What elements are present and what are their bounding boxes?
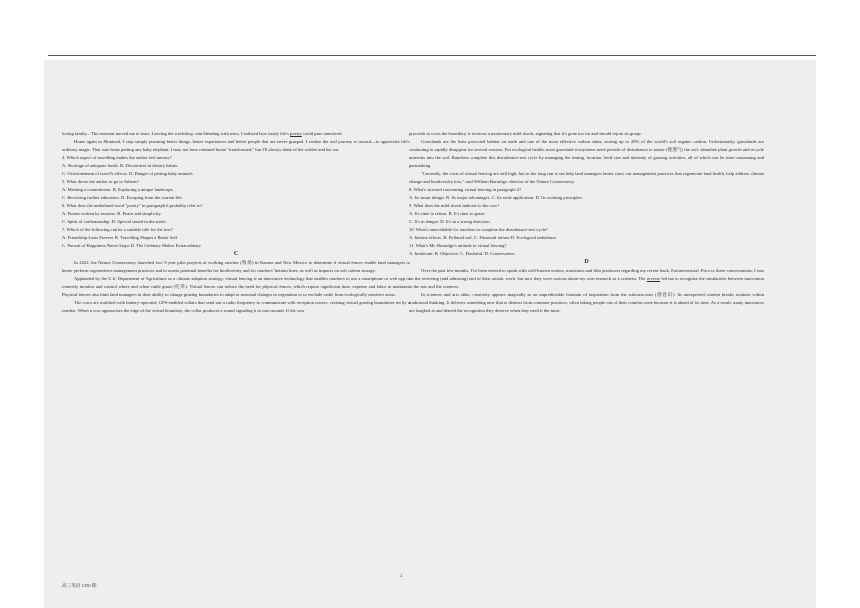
paragraph: The cows are outfitted with battery-operated, GPS-enabled collars that send out a radio frequency to communicate with reception towers, creating virtual grazing boundaries set by a rancher. When a cow approaches the edge of the virtual boundary, the collar produces a sound signaling it to turn around. If the cow bbox=[62, 300, 410, 313]
question-11: 11. What's Mr. Burnidge's attitude to virtual fencing? bbox=[409, 243, 507, 248]
paragraph: proceeds to cross the boundary, it receives a momentary mild shock, signaling that it's gone too far and should rejoin its group. bbox=[409, 131, 642, 136]
options: A. Intolerant. B. Objective. C. Doubtful. D. Conservative. bbox=[409, 251, 516, 256]
section-heading-c: C bbox=[233, 251, 239, 257]
options-ab: A. Friendship Lasts Forever B. Travelling Shapes a Better Self bbox=[62, 235, 178, 240]
question-9: 9. What does the mild shock indicate to the cow? bbox=[409, 203, 500, 208]
options-cd: C. It's in danger. D. It's in a wrong direction. bbox=[409, 219, 491, 224]
paragraph: Grasslands are the least protected habitat on earth and one of the most effective carbon sinks, storing up to 20% of the world's soil organic carbon. Unfortunately, grasslands are continuing to rapidly disappear for several reasons. For ecological health, most grassland ecosystems need periods of disturbance to aerate (使透气) the soil, stimulate plant growth and recycle nutrients into the soil. Ranchers complete this disturbance-rest cycle by managing the timing, location, herd size and intensity of grazing activities, all of which can be time-consuming and painstaking. bbox=[409, 139, 764, 168]
right-column bbox=[409, 130, 764, 315]
question-7: 7. Which of the following can be a suitable title for the text? bbox=[62, 227, 173, 232]
underlined-word: reverse bbox=[646, 276, 661, 281]
section-heading-d: D bbox=[584, 259, 589, 265]
options-ab: A. Meeting a commitment. B. Exploring a unique landscape. bbox=[62, 187, 174, 192]
text: Over the past few months, I've been invited to speak with well-known writers, musicians and film producers regarding my recent book, Extraterrestrial. Prior to these conversations, I was on the receiving (and admiring) end of their artistic work, but now they were curious about my own research as a scientist. The bbox=[409, 268, 764, 281]
options-cd: C. Pursuit of Happiness Never Stops D. The Ordinary Makes Extraordinary bbox=[62, 243, 201, 248]
text: led me to recognize the similarities between innovation in the arts and the sciences. bbox=[409, 276, 765, 289]
paragraph bbox=[409, 267, 764, 291]
options-cd: C. Spirit of craftsmanship. D. Special sound in the street. bbox=[62, 219, 167, 224]
options-ab: A. Shortage of adequate funds. B. Discomfort in dietary habits. bbox=[62, 163, 179, 168]
options-cd: C. Overstatement of travel's effects. D. Danger of petting baby animals. bbox=[62, 171, 194, 176]
page-number: 2 bbox=[400, 573, 403, 578]
question-10: 10. What's unavoidable for ranchers to complete the disturbance-rest cycle? bbox=[409, 227, 549, 232]
paragraph: In 2022, the Nature Conservancy launched two 5-year pilot projects at working ranches (牧场) in Kansas and New Mexico to determine if virtual fences enable land managers to better perform regenerative management practices and to assess potential benefits for biodiversity and for ranchers' bottom lines, as well as impacts on soil carbon storage. bbox=[62, 260, 410, 273]
paragraph: In sciences and arts alike, creativity appears magically as an unpredictable fountain of inspiration from the subconscious (潜意识). Its unexpected content breaks routines within traditional thinking. It delivers something new that is distinct from common practices, often taking people out of their comfort zone because it is ahead of its time. As a result, many innovators are laughed at and denied the recognition they deserve when they need it the most. bbox=[409, 292, 764, 313]
paragraph bbox=[62, 130, 410, 138]
options: A. Its smart design. B. Its major advantages. C. Its wide application. D. Its working principles. bbox=[409, 195, 583, 200]
underlined-word: poetry bbox=[290, 131, 302, 136]
question-8: 8. What's stressed concerning virtual fencing in paragraph 2? bbox=[409, 187, 522, 192]
paragraph: Home again in Montreal, I stop simply pursuing better things, better experiences and better people that are never grasped. I realize the real journey is inward—to appreciate life's ordinary magic. That sure beats petting any baby elephant. I may not have returned home "transformed," but I'll always think of the welder and his cat. bbox=[62, 139, 410, 152]
scanned-page bbox=[44, 60, 816, 608]
question-5: 5. What drove the author to go to Athens? bbox=[62, 179, 139, 184]
paragraph: "Currently, the costs of virtual fencing are still high, but in the long run it can help land managers better carry out management practices that regenerate land health, help address climate change and biodiversity loss," said William Burnidge, director of the Nature Conservancy. bbox=[409, 171, 764, 184]
options: A. Intense efforts. B. Polluted soil. C. Financial failure.D. Ecological imbalance. bbox=[409, 235, 558, 240]
text: loving family... The moment moved me to tears. Leaving the workshop, rain blending with tears, I realized how easily life's bbox=[62, 131, 289, 136]
question-6: 6. What does the underlined word "poetry" in paragraph 6 probably refer to? bbox=[62, 203, 203, 208]
paragraph: Applauded by the U.S. Department of Agriculture as a climate adaption strategy, virtual fencing is an innovative technology that enables ranchers to use a smartphone or web app to remotely monitor and control where and when cattle graze (吃草). Virtual fences can reduce the need for physical fences, which require significant time, expense and labor to maintain. Physical fences also limit land managers in their ability to change grazing boundaries to adapt to seasonal changes in vegetation or to exclude cattle from ecologically sensitive areas. bbox=[62, 276, 410, 297]
question-4: 4. Which aspect of travelling makes the author feel uneasy? bbox=[62, 155, 172, 160]
header-rule bbox=[48, 55, 816, 56]
options-ab: A. It's time to return. B. It's time to graze. bbox=[409, 211, 486, 216]
options-cd: C. Receiving further education. D. Escaping from the current life. bbox=[62, 195, 183, 200]
text: could pass unnoticed. bbox=[302, 131, 343, 136]
left-column bbox=[62, 130, 410, 315]
options-ab: A. Poems written by masters. B. Peace and simplicity. bbox=[62, 211, 162, 216]
footer-label: 高三英语 1250 期 bbox=[62, 583, 97, 588]
